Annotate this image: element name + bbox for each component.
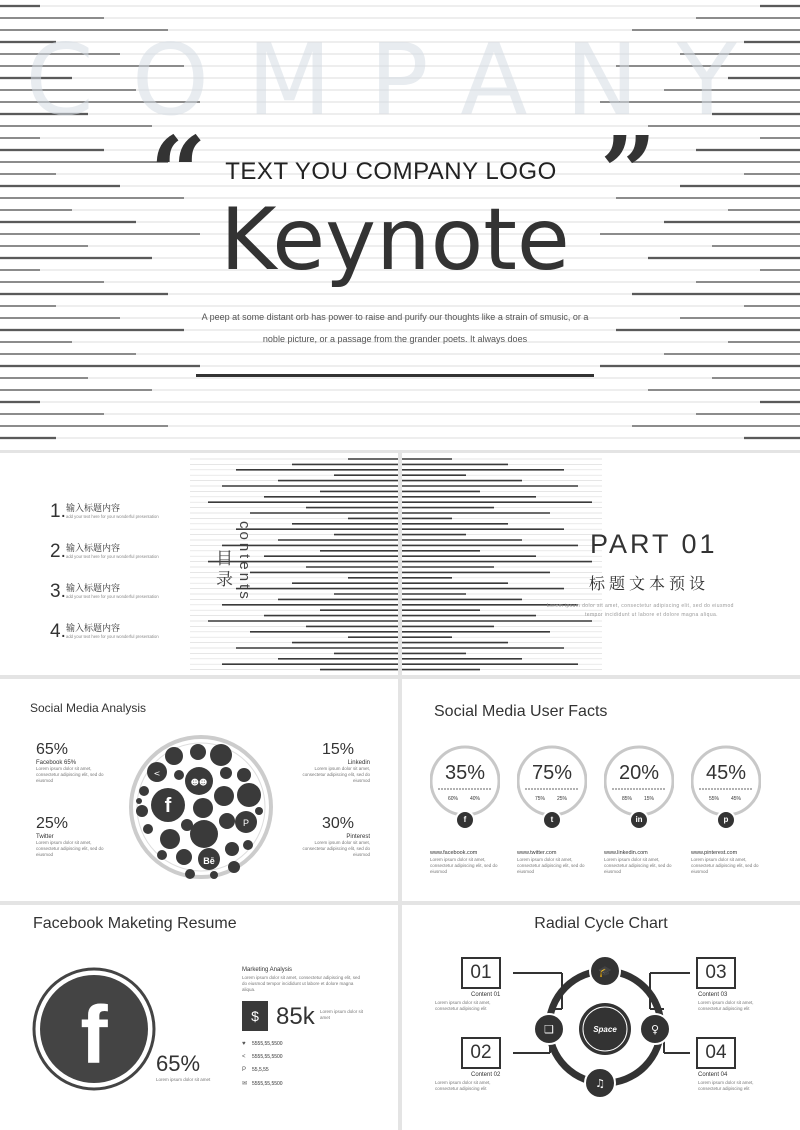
fact-text: Lorem ipsum dolor sit amet, consectetur adipiscing elit, sed do eiusmod [430, 857, 498, 874]
svg-text:♀: ♀ [650, 1023, 660, 1036]
fact-value: 75% [531, 762, 573, 784]
fact-male: 55% [709, 796, 720, 802]
stat-text: Lorem ipsum dolor sit amet, consectetur adipiscing elit, sed do eiusmod [36, 840, 104, 857]
fact-female: 25% [557, 796, 568, 802]
metric-value: 5555,55,5500 [252, 1081, 283, 1087]
resume-percent-text: Lorem ipsum dolor sit amet [156, 1077, 211, 1082]
fact-male: 60% [448, 796, 459, 802]
fact-female: 40% [470, 796, 481, 802]
item-subtitle: add your text here for your wonderful presentation [66, 634, 159, 639]
radial-title: Radial Cycle Chart [534, 915, 668, 932]
slide-cover [0, 0, 800, 450]
contents-cn: 目录 [213, 549, 232, 591]
slide-part [402, 453, 800, 675]
stat-label: Pinterest [346, 834, 370, 840]
item-number: 3. [50, 581, 66, 602]
item-number: 2. [50, 541, 66, 562]
stat-value: 30% [322, 815, 355, 832]
cycle-number-box: 02 [461, 1037, 501, 1069]
part-desc-2: tempor incididunt ut labore et dolore magna aliqua. [585, 612, 718, 618]
resume-percent: 65% [156, 1051, 201, 1076]
linkedin-icon: in [635, 815, 643, 824]
fact-male: 75% [535, 796, 546, 802]
cover-title: Keynote [220, 190, 570, 290]
stat-text: Lorem ipsum dolor sit amet, consectetur adipiscing elit, sed do eiusmod [302, 840, 370, 857]
fact-male: 85% [622, 796, 633, 802]
fact-value: 20% [618, 762, 660, 784]
metric-icon: ♥ [242, 1041, 246, 1047]
part-desc-1: Lorem ipsum dolor sit amet, consectetur adipiscing elit, sed do eiusmod [547, 603, 734, 609]
contents-en: contents [236, 521, 253, 602]
part-title: PART 01 [590, 529, 718, 559]
svg-text:Bē: Bē [203, 856, 215, 866]
svg-text:f: f [80, 990, 108, 1081]
quote-close: ” [600, 116, 657, 231]
metric-value: 5555,55,5500 [252, 1041, 283, 1047]
radial-diagram [402, 905, 800, 1130]
svg-text:☻☻: ☻☻ [190, 778, 208, 787]
metric-icon: ✉ [242, 1081, 248, 1087]
svg-text:P: P [242, 818, 250, 828]
facts-title: Social Media User Facts [434, 703, 608, 720]
cycle-label: Content 02 [471, 1072, 501, 1078]
cycle-number-box: 03 [696, 957, 736, 989]
metric-icon: P [242, 1067, 247, 1073]
item-subtitle: add your text here for your wonderful presentation [66, 594, 159, 599]
big-value-text: Lorem ipsum dolor sit amet [320, 1009, 364, 1020]
fact-site: www.twitter.com [517, 850, 557, 856]
metric-row [242, 1054, 283, 1060]
item-subtitle: add your text here for your wonderful presentation [66, 554, 159, 559]
stat-value: 15% [322, 741, 355, 758]
stat-pinterest [290, 815, 370, 858]
slide-facebook-resume [0, 905, 398, 1130]
stat-label: Twitter [36, 834, 54, 840]
quote-open: “ [150, 116, 207, 231]
resume-title: Facebook Maketing Resume [33, 915, 237, 932]
cycle-number-box: 01 [461, 957, 501, 989]
item-number: 1. [50, 501, 66, 522]
item-title: 输入标题内容 [66, 503, 121, 513]
facebook-icon [32, 967, 156, 1096]
stat-value: 25% [36, 815, 69, 832]
user-fact-card [430, 745, 510, 895]
fact-value: 45% [705, 762, 747, 784]
slide-social-analysis [0, 679, 398, 901]
cycle-text: Lorem ipsum dolor sit amet, consectetur adipiscing elit [435, 1000, 491, 1011]
big-value: 85k [276, 1003, 315, 1030]
svg-text:<: < [153, 769, 161, 778]
cycle-label: Content 03 [698, 992, 728, 998]
stat-label: Facebook 65% [36, 760, 77, 766]
fact-value: 35% [444, 762, 486, 784]
fact-female: 15% [644, 796, 655, 802]
cycle-label: Content 04 [698, 1072, 728, 1078]
slide-contents [0, 453, 398, 675]
stat-linkedin [290, 741, 370, 784]
cycle-text: Lorem ipsum dolor sit amet, consectetur adipiscing elit [698, 1000, 754, 1011]
metric-value: 5555,55,5500 [252, 1054, 283, 1060]
stat-label: Linkedin [347, 760, 370, 766]
fact-site: www.facebook.com [430, 850, 478, 856]
svg-text:f: f [164, 795, 172, 817]
svg-text:❑: ❑ [544, 1023, 554, 1036]
bg-word: COMPANY [25, 24, 775, 138]
user-fact-card [604, 745, 684, 895]
item-title: 输入标题内容 [66, 623, 121, 633]
stripe-left [402, 453, 602, 675]
analysis-text: Lorem ipsum dolor sit amet, consectetur adipiscing elit, sed do eiusmod tempor incididunt ut labore et dolore magna aliqua. [242, 975, 361, 992]
stat-text: Lorem ipsum dolor sit amet, consectetur adipiscing elit, sed do eiusmod [36, 766, 104, 783]
item-subtitle: add your text here for your wonderful presentation [66, 514, 159, 519]
svg-text:🎓: 🎓 [598, 965, 612, 978]
metric-row [242, 1041, 283, 1047]
stat-text: Lorem ipsum dolor sit amet, consectetur adipiscing elit, sed do eiusmod [302, 766, 370, 783]
user-fact-card [517, 745, 597, 895]
fact-site: www.linkedin.com [604, 850, 648, 856]
cycle-label: Content 01 [471, 992, 501, 998]
fact-site: www.pinterest.com [691, 850, 738, 856]
stat-value: 65% [36, 741, 69, 758]
item-title: 输入标题内容 [66, 543, 121, 553]
slide-user-facts [402, 679, 800, 901]
item-number: 4. [50, 621, 66, 642]
fact-text: Lorem ipsum dolor sit amet, consectetur adipiscing elit, sed do eiusmod [517, 857, 585, 874]
slide-radial-cycle [402, 905, 800, 1130]
analysis-heading: Marketing Analysis [242, 967, 293, 973]
part-subtitle: 标题文本预设 [589, 576, 710, 593]
bubble-cluster [114, 729, 288, 894]
fact-circle [430, 745, 500, 846]
pinterest-icon: p [723, 815, 729, 824]
facebook-icon: f [463, 815, 467, 824]
metric-icon: < [242, 1054, 246, 1060]
cover-desc-2: noble picture, or a passage from the grander poets. It always does [262, 334, 528, 344]
radial-center-label: Space [593, 1025, 617, 1034]
svg-text:♫: ♫ [595, 1077, 605, 1090]
analysis-title: Social Media Analysis [30, 701, 147, 715]
logo-text: TEXT YOU COMPANY LOGO [225, 158, 557, 185]
fact-text: Lorem ipsum dolor sit amet, consectetur adipiscing elit, sed do eiusmod [604, 857, 672, 874]
cover-divider [196, 374, 594, 377]
cycle-number-box: 04 [696, 1037, 736, 1069]
stat-twitter [36, 815, 116, 858]
metric-value: 55,5,55 [252, 1067, 269, 1073]
fact-circle [604, 745, 674, 846]
metric-row [242, 1067, 269, 1073]
cycle-text: Lorem ipsum dolor sit amet, consectetur adipiscing elit [435, 1080, 491, 1091]
fact-circle [691, 745, 761, 846]
money-bag-icon: $ [242, 1001, 268, 1031]
stat-facebook [36, 741, 116, 784]
user-fact-card [691, 745, 771, 895]
fact-text: Lorem ipsum dolor sit amet, consectetur adipiscing elit, sed do eiusmod [691, 857, 759, 874]
twitter-icon: t [550, 815, 554, 824]
metric-row [242, 1080, 283, 1087]
fact-circle [517, 745, 587, 846]
cycle-text: Lorem ipsum dolor sit amet, consectetur adipiscing elit [698, 1080, 754, 1091]
cover-desc-1: A peep at some distant orb has power to raise and purify our thoughts like a strain of smusic, or a [201, 312, 589, 322]
item-title: 输入标题内容 [66, 583, 121, 593]
fact-female: 45% [731, 796, 742, 802]
